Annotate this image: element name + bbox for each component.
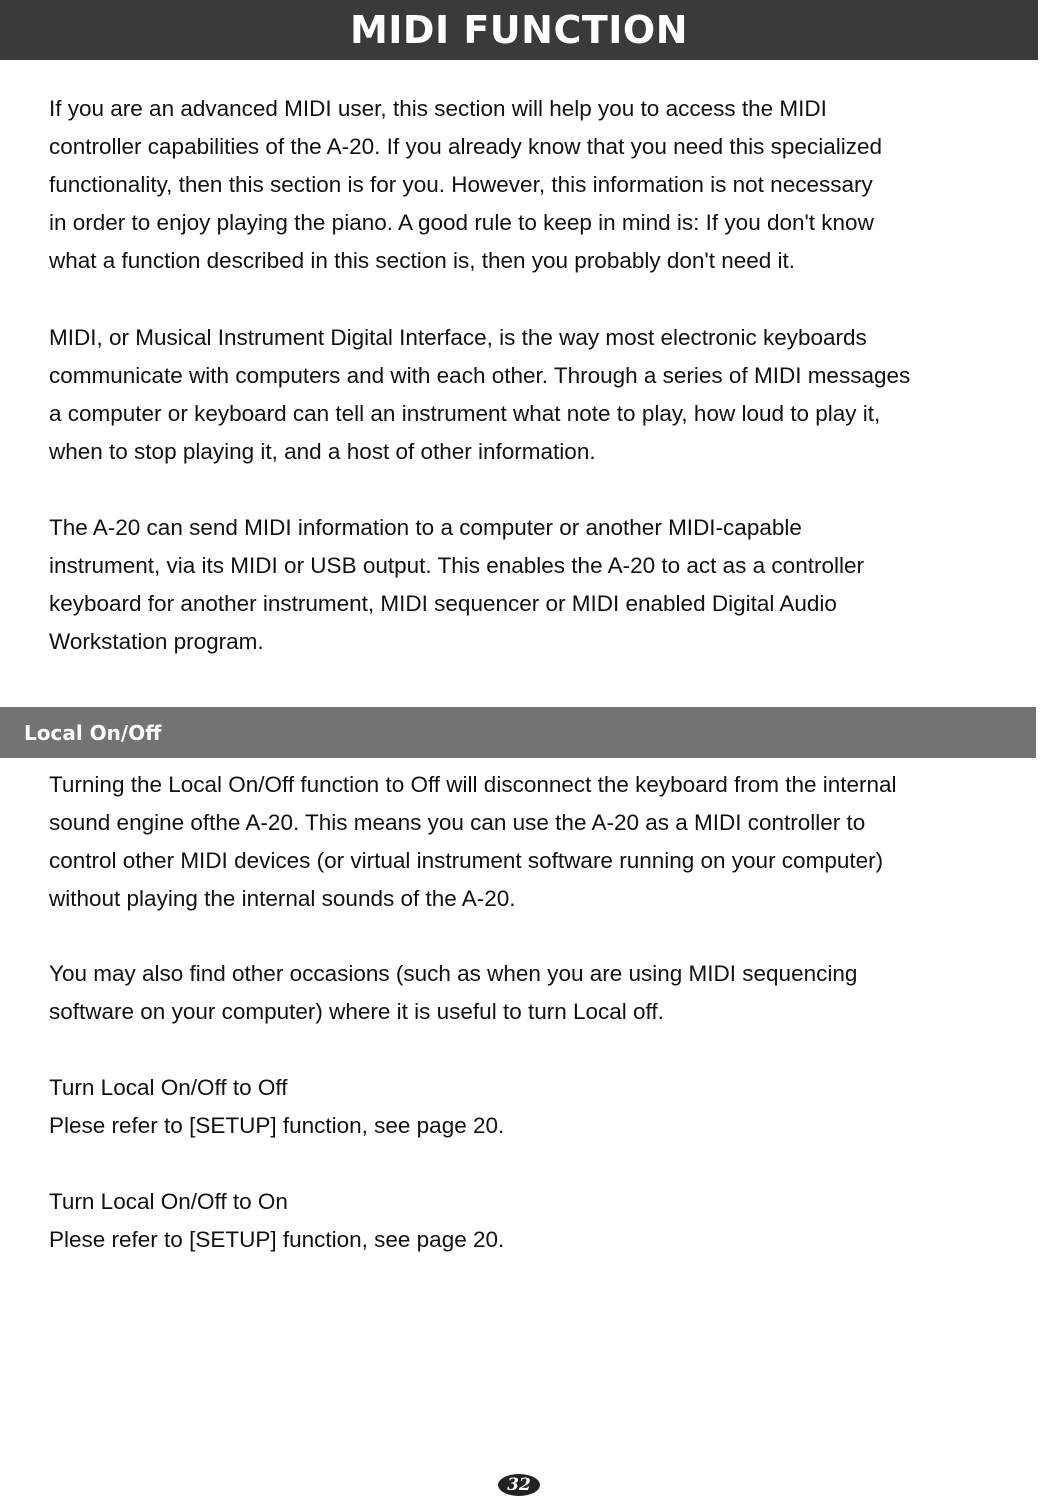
text-line: what a function described in this section is, then you probably don't need it. xyxy=(49,248,796,273)
text-line: Workstation program. xyxy=(49,629,264,654)
text-line: instrument, via its MIDI or USB output. This enables the A-20 to act as a controller xyxy=(49,553,864,578)
text-line: communicate with computers and with each other. Through a series of MIDI messages xyxy=(49,363,911,388)
text-line: Turn Local On/Off to Off xyxy=(49,1075,288,1100)
text-line: Turn Local On/Off to On xyxy=(49,1189,288,1214)
intro-paragraph-1 xyxy=(49,90,1039,280)
page-number: 32 xyxy=(498,1474,540,1496)
intro-paragraph-2 xyxy=(49,319,1039,471)
title-bar xyxy=(0,0,1038,60)
text-line: software on your computer) where it is useful to turn Local off. xyxy=(49,999,664,1024)
text-line: You may also find other occasions (such as when you are using MIDI sequencing xyxy=(49,961,858,986)
text-line: a computer or keyboard can tell an instrument what note to play, how loud to play it, xyxy=(49,401,881,426)
text-line: sound engine ofthe A-20. This means you can use the A-20 as a MIDI controller to xyxy=(49,810,866,835)
text-line: when to stop playing it, and a host of other information. xyxy=(49,439,596,464)
text-line: Plese refer to [SETUP] function, see page 20. xyxy=(49,1113,505,1138)
section-heading: Local On/Off xyxy=(24,720,162,745)
text-line: If you are an advanced MIDI user, this section will help you to access the MIDI xyxy=(49,96,827,121)
text-line: in order to enjoy playing the piano. A good rule to keep in mind is: If you don't know xyxy=(49,210,874,235)
page-title: MIDI FUNCTION xyxy=(349,8,689,52)
local-paragraph-4 xyxy=(49,1183,1039,1259)
text-line: MIDI, or Musical Instrument Digital Interface, is the way most electronic keyboards xyxy=(49,325,867,350)
intro-paragraph-3 xyxy=(49,509,1039,661)
text-line: Plese refer to [SETUP] function, see page 20. xyxy=(49,1227,505,1252)
text-line: keyboard for another instrument, MIDI sequencer or MIDI enabled Digital Audio xyxy=(49,591,837,616)
text-line: controller capabilities of the A-20. If you already know that you need this specialized xyxy=(49,134,882,159)
text-line: control other MIDI devices (or virtual instrument software running on your computer) xyxy=(49,848,884,873)
section-header-local xyxy=(0,707,1036,758)
text-line: functionality, then this section is for you. However, this information is not necessary xyxy=(49,172,873,197)
text-line: without playing the internal sounds of the A-20. xyxy=(49,886,516,911)
local-paragraph-2 xyxy=(49,955,1039,1031)
text-line: The A-20 can send MIDI information to a computer or another MIDI-capable xyxy=(49,515,802,540)
local-paragraph-3 xyxy=(49,1069,1039,1145)
text-line: Turning the Local On/Off function to Off will disconnect the keyboard from the internal xyxy=(49,772,897,797)
local-paragraph-1 xyxy=(49,766,1039,918)
